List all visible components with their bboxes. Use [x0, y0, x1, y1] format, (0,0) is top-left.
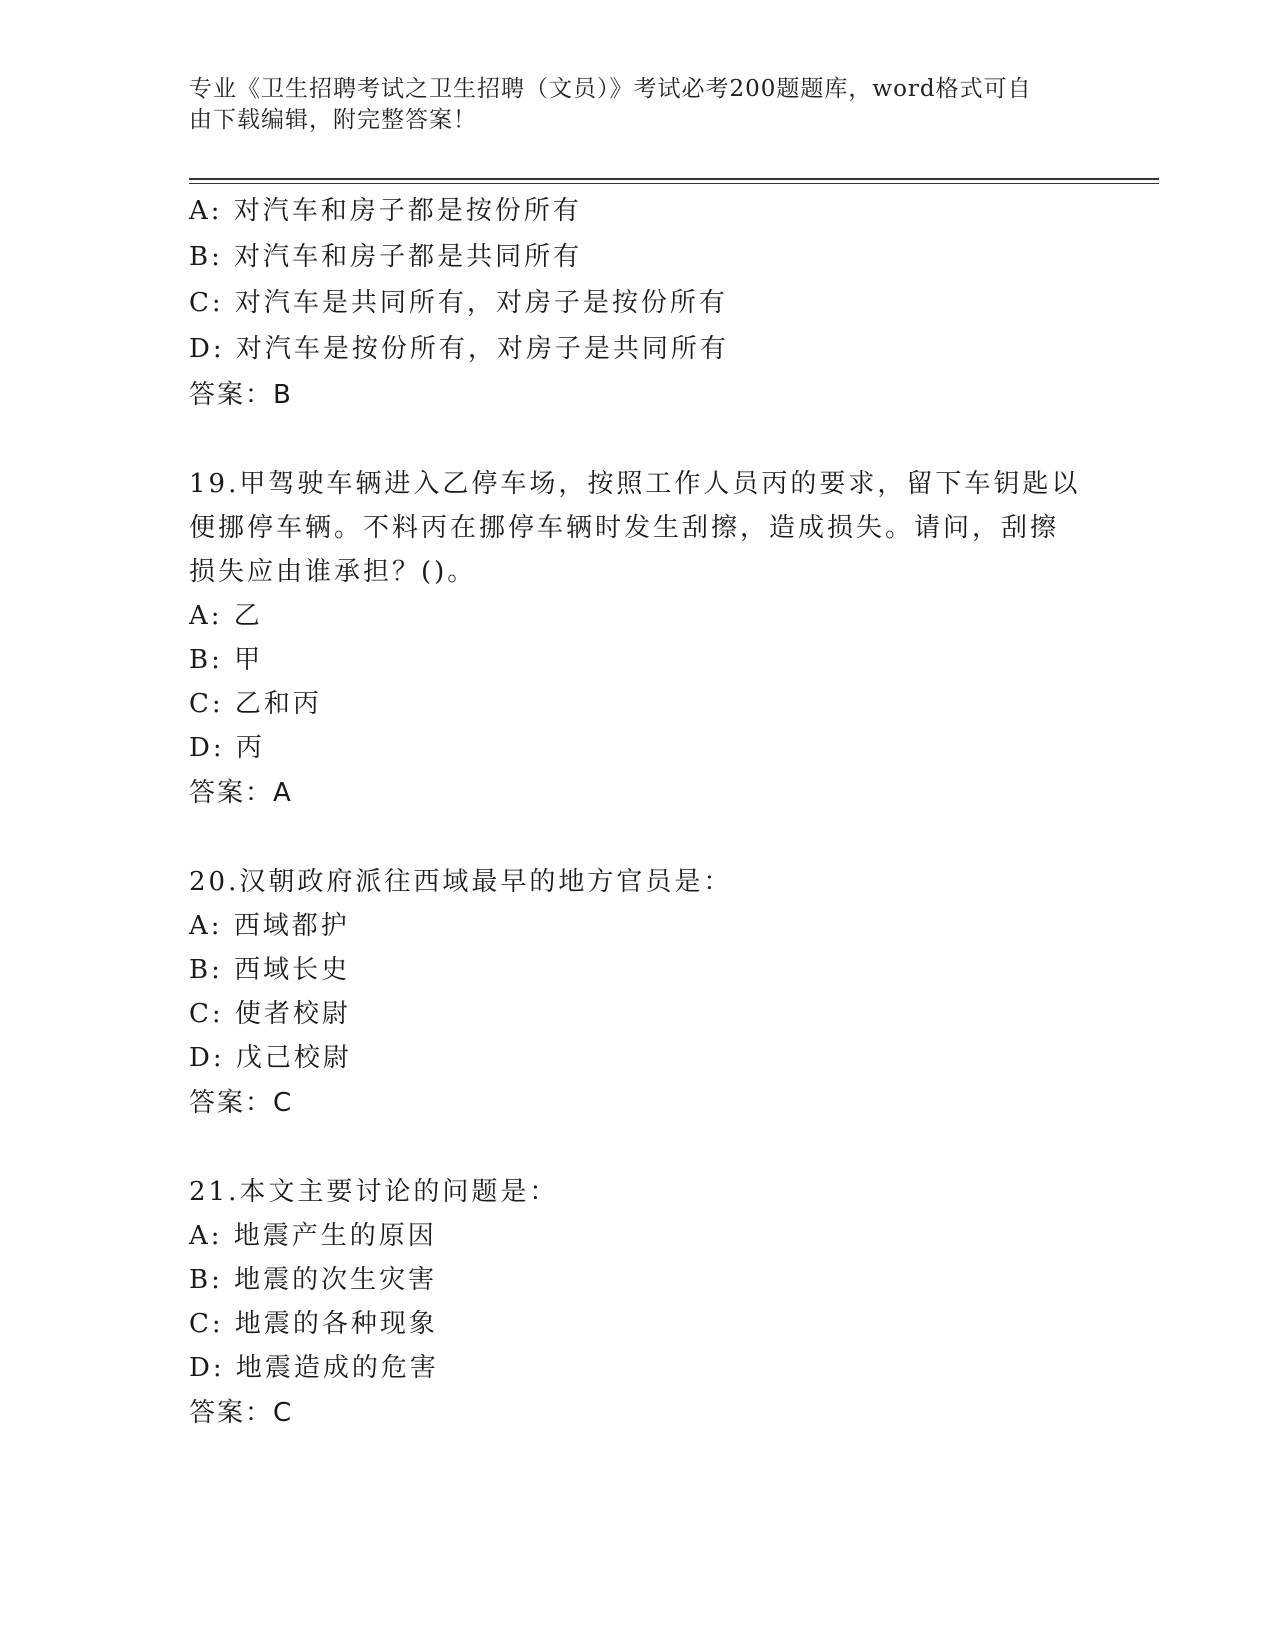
answer-label: 答案：B — [189, 380, 293, 410]
spacer — [189, 816, 1089, 860]
option-b: B: 甲 — [189, 645, 264, 675]
question-text-line: 21.本文主要讨论的问题是： — [189, 1177, 559, 1207]
option-c: C: 地震的各种现象 — [189, 1309, 438, 1339]
option-c: C: 乙和丙 — [189, 689, 322, 719]
document-header — [189, 74, 1069, 136]
header-line-2: 由下载编辑，附完整答案！ — [189, 107, 477, 133]
option-a: A: 对汽车和房子都是按份所有 — [189, 196, 582, 226]
answer-label: 答案：C — [189, 1088, 294, 1118]
spacer — [189, 1126, 1089, 1170]
spacer — [189, 418, 1089, 462]
option-a: A: 西域都护 — [189, 911, 350, 941]
option-b: B: 西域长史 — [189, 955, 351, 985]
option-c: C: 使者校尉 — [189, 999, 351, 1029]
option-b: B: 对汽车和房子都是共同所有 — [189, 242, 583, 272]
option-d: D: 戊己校尉 — [189, 1043, 352, 1073]
question-text-line: 19.甲驾驶车辆进入乙停车场，按照工作人员丙的要求，留下车钥匙以 — [189, 469, 1081, 499]
header-rule-thin — [189, 183, 1159, 184]
option-a: A: 地震产生的原因 — [189, 1221, 437, 1251]
option-d: D: 丙 — [189, 733, 265, 763]
option-b: B: 地震的次生灾害 — [189, 1265, 438, 1295]
question-text-line: 损失应由谁承担？()。 — [189, 557, 477, 587]
header-line-1: 专业《卫生招聘考试之卫生招聘（文员）》考试必考200题题库，word格式可自 — [189, 76, 1032, 102]
option-c: C: 对汽车是共同所有，对房子是按份所有 — [189, 288, 728, 318]
option-d: D: 地震造成的危害 — [189, 1353, 439, 1383]
question-list — [189, 188, 1089, 1436]
question-18 — [189, 188, 1089, 418]
question-21 — [189, 1170, 1089, 1436]
answer-label: 答案：A — [189, 778, 293, 808]
question-19 — [189, 462, 1089, 816]
option-d: D: 对汽车是按份所有，对房子是共同所有 — [189, 334, 729, 364]
header-rule-thick — [189, 178, 1159, 180]
question-text-line: 20.汉朝政府派往西域最早的地方官员是： — [189, 867, 733, 897]
question-20 — [189, 860, 1089, 1126]
option-a: A: 乙 — [189, 601, 263, 631]
answer-label: 答案：C — [189, 1398, 294, 1428]
question-text-line: 便挪停车辆。不料丙在挪停车辆时发生刮擦，造成损失。请问，刮擦 — [189, 513, 1060, 543]
